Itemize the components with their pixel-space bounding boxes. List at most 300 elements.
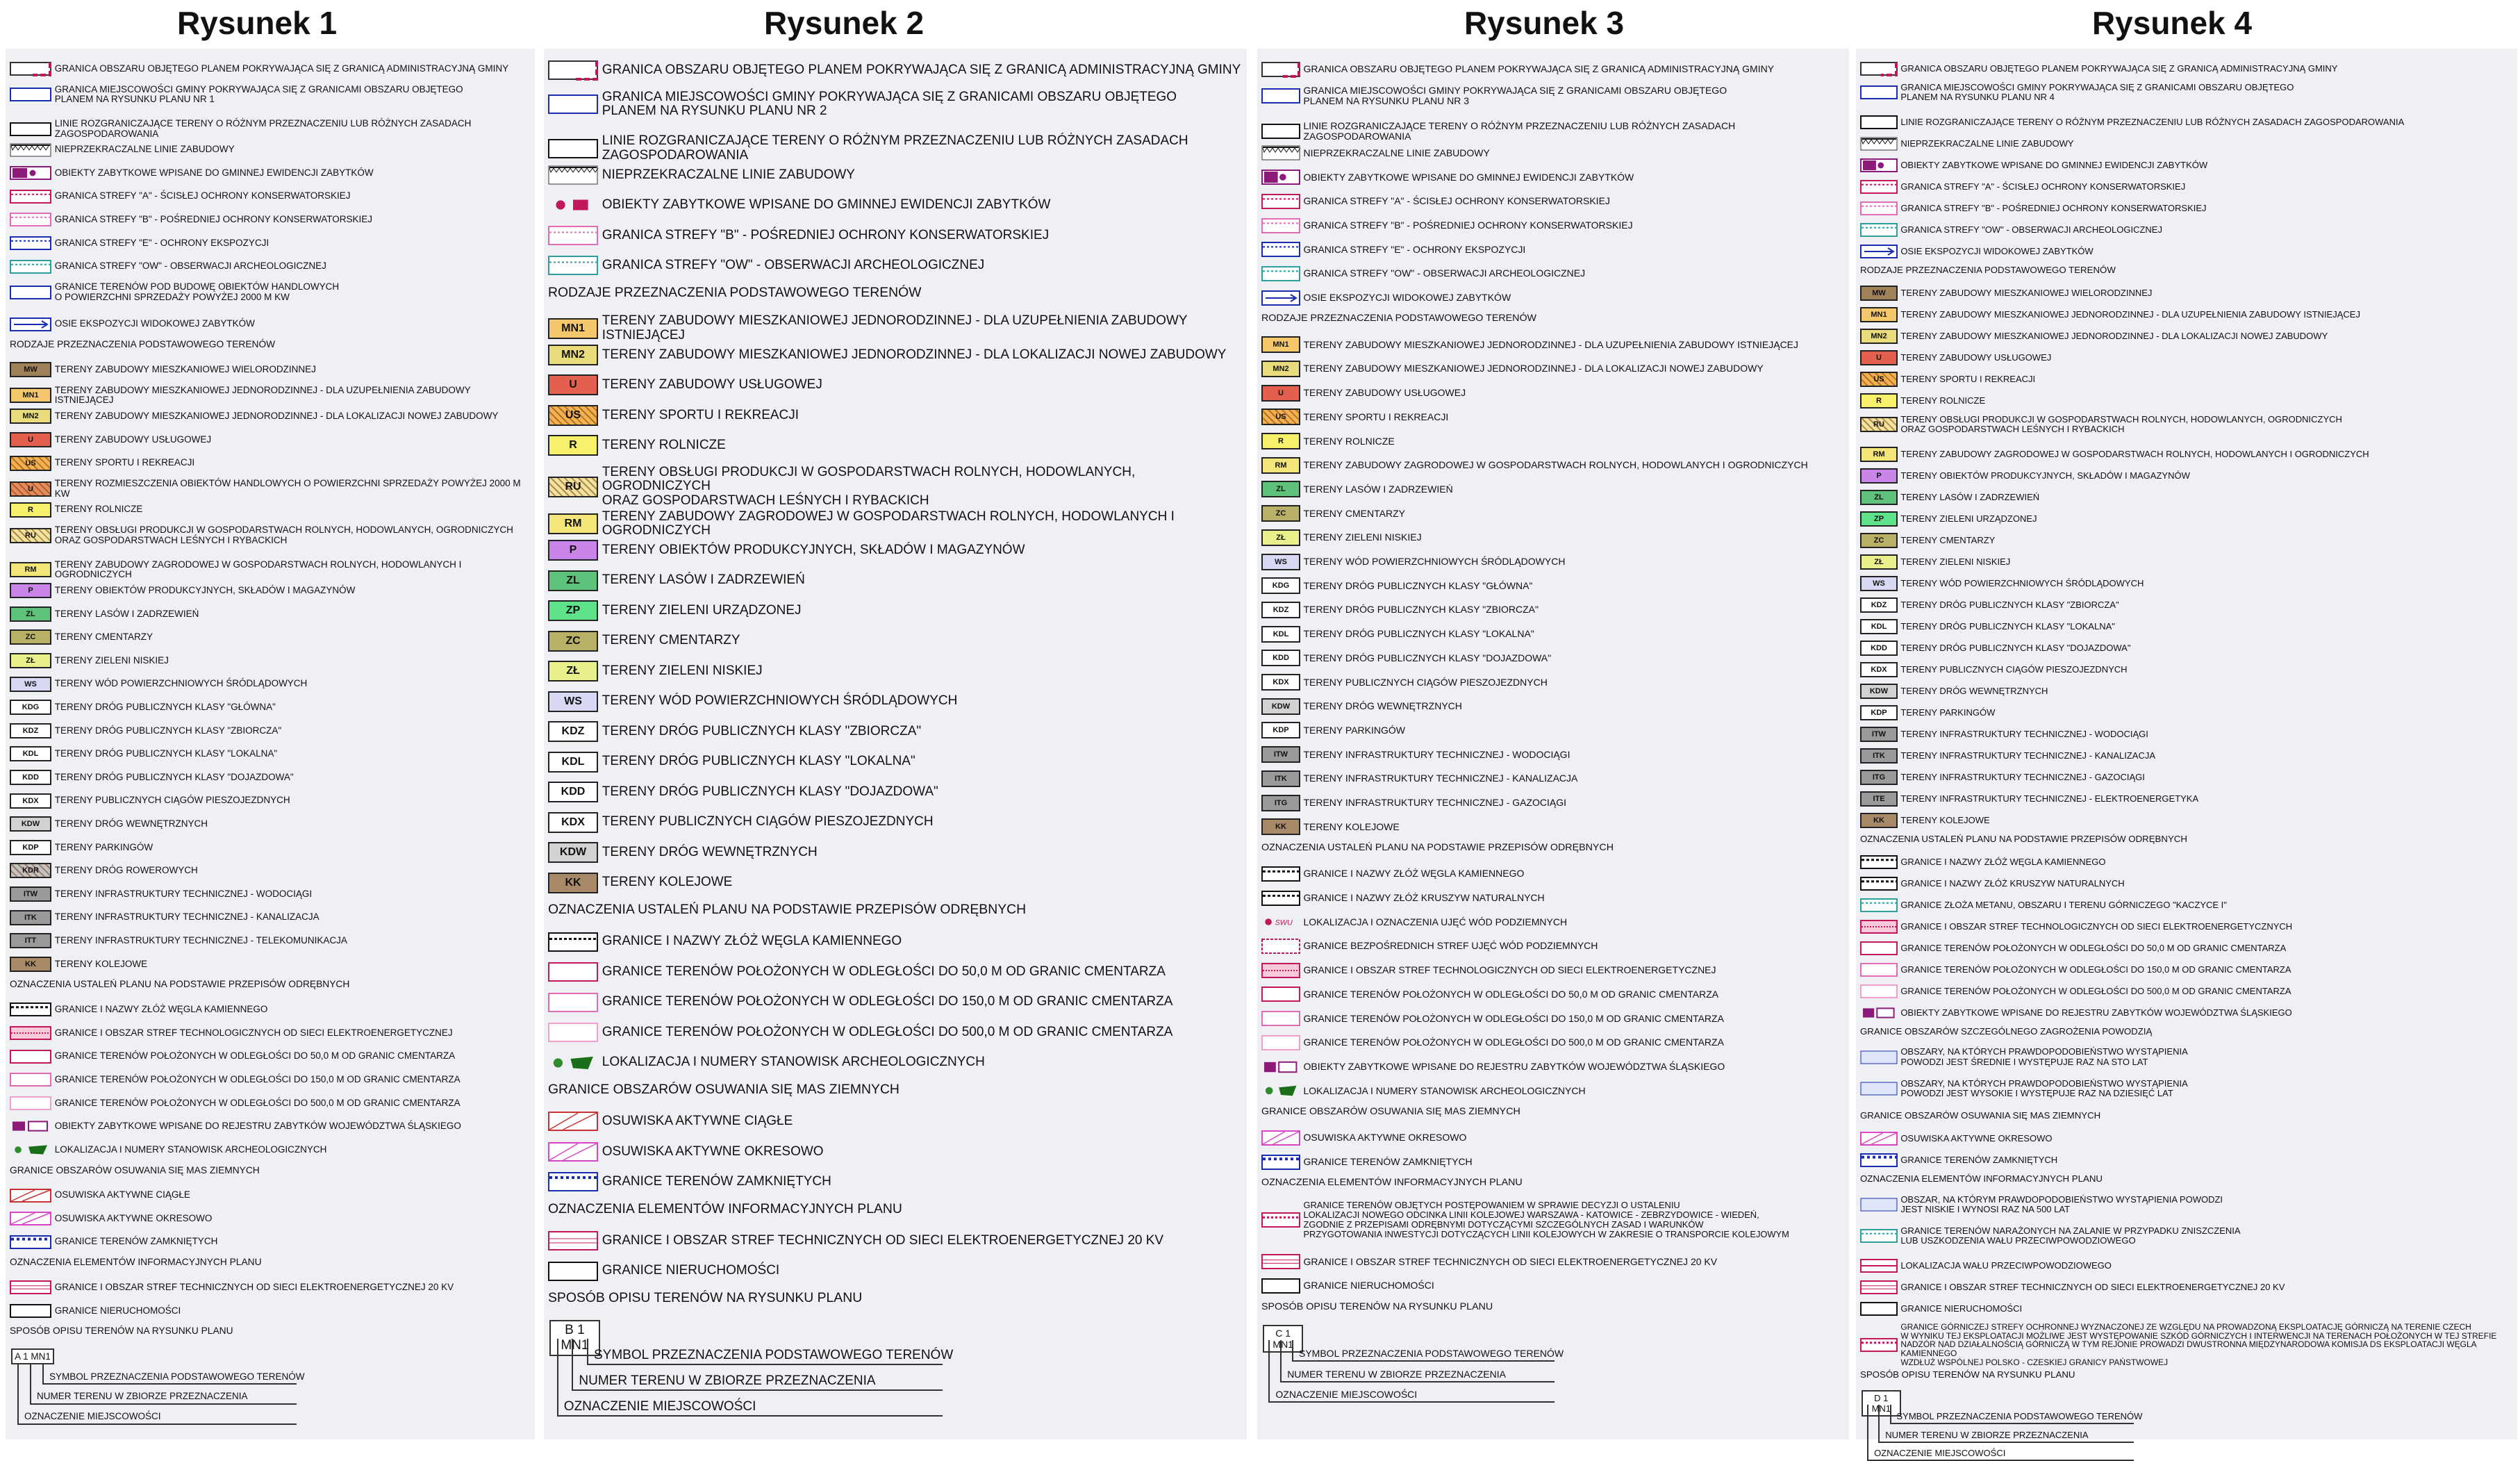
section-heading bbox=[1860, 265, 2513, 275]
land-use-legend-item bbox=[1860, 511, 2513, 527]
land-use-swatch: ZP bbox=[548, 600, 598, 621]
land-use-swatch: ZŁ bbox=[10, 653, 51, 668]
legend-label: GRANICA STREFY "B" - POŚREDNIEJ OCHRONY KONSERWATORSKIEJ bbox=[54, 214, 372, 225]
line-symbol-icon bbox=[1261, 290, 1300, 306]
line-symbol-icon bbox=[1860, 876, 1898, 891]
line-legend-item bbox=[548, 60, 1243, 81]
line-symbol-icon bbox=[10, 1072, 51, 1087]
land-use-legend-item bbox=[548, 752, 1243, 773]
legend-label: OBIEKTY ZABYTKOWE WPISANE DO GMINNEJ EWIDENCJI ZABYTKÓW bbox=[54, 167, 374, 178]
line-legend-item bbox=[1261, 866, 1845, 882]
legend-label: TERENY PARKINGÓW bbox=[1303, 724, 1405, 736]
line-legend-item bbox=[548, 1053, 1243, 1073]
land-use-legend-item bbox=[10, 408, 531, 424]
section-heading bbox=[548, 1082, 1243, 1097]
line-legend-item bbox=[1261, 1082, 1845, 1099]
line-legend-item bbox=[1261, 61, 1845, 78]
symbol-graphic bbox=[1261, 1130, 1300, 1146]
line-legend-item bbox=[10, 282, 531, 302]
line-legend-item bbox=[1261, 938, 1845, 955]
section-heading bbox=[1261, 843, 1845, 853]
land-use-swatch: KDW bbox=[1860, 684, 1898, 699]
symbol-graphic bbox=[10, 1142, 51, 1157]
land-use-swatch: RU bbox=[1860, 417, 1898, 432]
line-legend-item bbox=[548, 932, 1243, 952]
land-use-swatch: KDW bbox=[548, 842, 598, 863]
line-legend-item bbox=[1261, 1154, 1845, 1171]
symbol-graphic bbox=[1860, 1301, 1898, 1316]
legend-label: TERENY ZABUDOWY ZAGRODOWEJ W GOSPODARSTWACH ROLNYCH, HODOWLANYCH I OGRODNICZYCH bbox=[1900, 448, 2369, 459]
land-use-swatch: ZC bbox=[548, 631, 598, 652]
line-legend-item bbox=[1860, 898, 2513, 913]
line-legend-item bbox=[1860, 61, 2513, 76]
legend-label: TERENY DRÓG PUBLICZNYCH KLASY "DOJAZDOWA" bbox=[1900, 642, 2131, 653]
line-symbol-icon bbox=[10, 1188, 51, 1203]
land-use-legend-item bbox=[1261, 674, 1845, 691]
leader-tick bbox=[1867, 1405, 1868, 1460]
legend-label: TERENY PUBLICZNYCH CIĄGÓW PIESZOJEZDNYCH bbox=[1900, 663, 2128, 675]
line-symbol-icon bbox=[1261, 145, 1300, 161]
land-use-legend-item bbox=[1860, 748, 2513, 763]
land-use-legend-item bbox=[1860, 662, 2513, 677]
legend-label: GRANICA STREFY "A" - ŚCISŁEJ OCHRONY KONSERWATORSKIEJ bbox=[54, 190, 351, 201]
line-legend-item bbox=[10, 1049, 531, 1064]
symbol-graphic bbox=[1261, 265, 1300, 282]
land-use-swatch: R bbox=[1261, 433, 1300, 449]
symbol-graphic bbox=[1261, 1034, 1300, 1051]
leader-line bbox=[1890, 1423, 2134, 1424]
land-use-legend-item bbox=[1261, 602, 1845, 618]
legend-label: TERENY OBIEKTÓW PRODUKCYJNYCH, SKŁADÓW I MAGAZYNÓW bbox=[54, 584, 356, 595]
line-symbol-icon bbox=[1261, 61, 1300, 78]
land-use-swatch: RM bbox=[1261, 457, 1300, 474]
land-use-swatch: MN2 bbox=[548, 345, 598, 365]
line-legend-item bbox=[548, 1230, 1243, 1251]
legend-label: GRANICE BEZPOŚREDNICH STREF UJĘĆ WÓD PODZIEMNYCH bbox=[1303, 940, 1598, 952]
land-use-legend-item bbox=[1860, 554, 2513, 570]
line-symbol-icon bbox=[1860, 1081, 1898, 1096]
symbol-graphic bbox=[548, 932, 598, 952]
legend-label: TERENY ZABUDOWY MIESZKANIOWEJ JEDNORODZINNEJ - DLA UZUPEŁNIENIA ZABUDOWY ISTNIEJĄCEJ bbox=[1303, 338, 1799, 350]
line-symbol-icon bbox=[1261, 890, 1300, 907]
section-label: OZNACZENIA USTALEŃ PLANU NA PODSTAWIE PRZEPISÓW ODRĘBNYCH bbox=[1860, 833, 2187, 844]
line-legend-item bbox=[10, 1211, 531, 1226]
symbol-graphic bbox=[1261, 193, 1300, 210]
legend-label: GRANICE I OBSZAR STREF TECHNICZNYCH OD SIECI ELEKTROENERGETYCZNEJ 20 KV bbox=[54, 1281, 454, 1292]
land-use-swatch: ITG bbox=[1261, 795, 1300, 811]
legend-label: TERENY DRÓG WEWNĘTRZNYCH bbox=[1303, 700, 1462, 712]
section-heading bbox=[10, 1326, 531, 1337]
example-code-box: B 1 MN1 bbox=[549, 1320, 600, 1356]
legend-label: TERENY ROLNICZE bbox=[1900, 395, 1986, 406]
line-symbol-icon bbox=[1860, 179, 1898, 195]
line-legend-item bbox=[1261, 1010, 1845, 1027]
legend-label: TERENY OBIEKTÓW PRODUKCYJNYCH, SKŁADÓW I MAGAZYNÓW bbox=[602, 542, 1025, 557]
land-use-legend-item bbox=[10, 793, 531, 809]
legend-label: OSUWISKA AKTYWNE OKRESOWO bbox=[1900, 1133, 2053, 1144]
line-legend-item bbox=[1860, 1280, 2513, 1295]
land-use-swatch: ZŁ bbox=[1860, 554, 1898, 570]
symbol-graphic bbox=[10, 1002, 51, 1017]
land-use-legend-item bbox=[10, 700, 531, 715]
symbol-graphic bbox=[1261, 241, 1300, 258]
legend-column bbox=[1856, 49, 2517, 1459]
land-use-legend-item bbox=[10, 886, 531, 902]
land-use-legend-item bbox=[548, 435, 1243, 456]
line-legend-item bbox=[548, 165, 1243, 185]
line-symbol-icon bbox=[10, 259, 51, 274]
line-symbol-icon bbox=[10, 87, 51, 102]
legend-label: TERENY OBIEKTÓW PRODUKCYJNYCH, SKŁADÓW I MAGAZYNÓW bbox=[1900, 470, 2190, 481]
symbol-graphic bbox=[1860, 179, 1898, 195]
land-use-legend-item bbox=[10, 746, 531, 761]
symbol-graphic bbox=[548, 60, 598, 81]
land-use-swatch: US bbox=[1261, 408, 1300, 425]
legend-label: TERENY CMENTARZY bbox=[54, 632, 154, 643]
description-label: SYMBOL PRZEZNACZENIA PODSTAWOWEGO TERENÓW bbox=[594, 1348, 954, 1363]
land-use-swatch: KDL bbox=[1261, 626, 1300, 643]
line-symbol-icon bbox=[1860, 201, 1898, 216]
symbol-graphic bbox=[10, 1072, 51, 1087]
legend-label: GRANICE TERENÓW POŁOŻONYCH W ODLEGŁOŚCI DO 150,0 M OD GRANIC CMENTARZA bbox=[602, 994, 1173, 1009]
land-use-legend-item bbox=[1261, 770, 1845, 787]
land-use-legend-item bbox=[1860, 705, 2513, 720]
symbol-graphic bbox=[1860, 115, 1898, 130]
section-label: SPOSÓB OPISU TERENÓW NA RYSUNKU PLANU bbox=[1860, 1369, 2075, 1380]
legend-label: TERENY LASÓW I ZADRZEWIEŃ bbox=[1900, 491, 2040, 502]
line-symbol-icon bbox=[1261, 1212, 1300, 1228]
legend-label: TERENY DRÓG PUBLICZNYCH KLASY "LOKALNA" bbox=[602, 754, 915, 769]
symbol-graphic bbox=[1261, 61, 1300, 78]
land-use-legend-item bbox=[1860, 597, 2513, 613]
land-use-swatch: KDD bbox=[548, 782, 598, 802]
legend-label: GRANICE TERENÓW POŁOŻONYCH W ODLEGŁOŚCI DO 500,0 M OD GRANIC CMENTARZA bbox=[1303, 1037, 1724, 1048]
line-symbol-icon bbox=[10, 1280, 51, 1295]
land-use-swatch: MW bbox=[10, 362, 51, 377]
land-use-legend-item bbox=[10, 910, 531, 925]
land-use-swatch: U bbox=[1860, 350, 1898, 365]
land-use-swatch: MN2 bbox=[1860, 329, 1898, 344]
line-symbol-icon bbox=[10, 212, 51, 227]
symbol-graphic bbox=[548, 165, 598, 185]
symbol-graphic bbox=[10, 165, 51, 181]
line-symbol-icon bbox=[1261, 241, 1300, 258]
land-use-swatch: KDP bbox=[10, 840, 51, 855]
land-use-swatch: RU bbox=[548, 477, 598, 497]
line-symbol-icon bbox=[1860, 115, 1898, 130]
line-symbol-icon bbox=[1860, 984, 1898, 999]
line-legend-item bbox=[1860, 244, 2513, 259]
section-label: OZNACZENIA ELEMENTÓW INFORMACYJNYCH PLANU bbox=[10, 1257, 262, 1268]
symbol-graphic bbox=[1860, 1005, 1898, 1021]
symbol-graphic bbox=[1261, 866, 1300, 882]
leader-tick bbox=[587, 1339, 588, 1364]
symbol-graphic bbox=[1860, 855, 1898, 870]
land-use-swatch: KDZ bbox=[1860, 597, 1898, 613]
land-use-legend-item bbox=[1860, 533, 2513, 548]
symbol-graphic bbox=[1261, 1212, 1300, 1228]
line-symbol-icon bbox=[548, 1022, 598, 1043]
legend-label: TERENY OBSŁUGI PRODUKCJI W GOSPODARSTWACH ROLNYCH, HODOWLANYCH, OGRODNICZYCH ORAZ GOSPODARSTWACH LEŚNYCH I RYBACKICH bbox=[602, 464, 1136, 508]
description-label: OZNACZENIE MIEJSCOWOŚCI bbox=[563, 1399, 756, 1414]
line-legend-item bbox=[548, 90, 1243, 119]
section-heading bbox=[10, 1166, 531, 1176]
line-symbol-icon bbox=[1860, 61, 1898, 76]
land-use-swatch: U bbox=[10, 481, 51, 497]
section-label: OZNACZENIA USTALEŃ PLANU NA PODSTAWIE PRZEPISÓW ODRĘBNYCH bbox=[548, 902, 1027, 918]
description-label: OZNACZENIE MIEJSCOWOŚCI bbox=[1275, 1389, 1418, 1401]
line-legend-item bbox=[548, 1022, 1243, 1043]
land-use-swatch: ITG bbox=[1860, 770, 1898, 785]
line-symbol-icon bbox=[548, 1230, 598, 1251]
symbol-graphic bbox=[10, 189, 51, 204]
symbol-graphic bbox=[548, 1022, 598, 1043]
land-use-legend-item bbox=[1860, 684, 2513, 699]
legend-label: GRANICE NIERUCHOMOŚCI bbox=[1303, 1280, 1434, 1291]
line-legend-item bbox=[1261, 121, 1845, 142]
line-symbol-icon bbox=[10, 1235, 51, 1250]
land-use-swatch: KDX bbox=[10, 793, 51, 809]
legend-label: GRANICA OBSZARU OBJĘTEGO PLANEM POKRYWAJĄCA SIĘ Z GRANICĄ ADMINISTRACYJNĄ GMINY bbox=[1303, 63, 1775, 75]
legend-label: TERENY ZABUDOWY ZAGRODOWEJ W GOSPODARSTWACH ROLNYCH, HODOWLANYCH I OGRODNICZYCH bbox=[1303, 459, 1808, 471]
symbol-graphic bbox=[1261, 938, 1300, 955]
land-use-swatch: WS bbox=[1860, 576, 1898, 591]
line-symbol-icon bbox=[10, 1002, 51, 1017]
legend-label: GRANICE I OBSZAR STREF TECHNICZNYCH OD SIECI ELEKTROENERGETYCZNEJ 20 KV bbox=[602, 1232, 1164, 1248]
legend-label: GRANICE TERENÓW POŁOŻONYCH W ODLEGŁOŚCI DO 500,0 M OD GRANIC CMENTARZA bbox=[1900, 986, 2291, 997]
leader-tick bbox=[42, 1364, 44, 1384]
legend-label: TERENY WÓD POWIERZCHNIOWYCH ŚRÓDLĄDOWYCH bbox=[54, 678, 308, 689]
land-use-legend-item bbox=[1860, 813, 2513, 828]
legend-label: OSUWISKA AKTYWNE CIĄGŁE bbox=[602, 1114, 793, 1129]
symbol-graphic bbox=[548, 1053, 598, 1073]
land-use-legend-item bbox=[1261, 336, 1845, 353]
land-use-swatch: R bbox=[548, 435, 598, 456]
symbol-graphic bbox=[10, 1303, 51, 1319]
line-legend-item bbox=[1261, 265, 1845, 282]
line-symbol-icon bbox=[10, 1303, 51, 1319]
line-legend-item bbox=[1860, 1005, 2513, 1021]
line-symbol-icon bbox=[1860, 1153, 1898, 1168]
legend-label: TERENY KOLEJOWE bbox=[602, 875, 733, 890]
line-legend-item bbox=[1261, 1059, 1845, 1075]
line-symbol-icon bbox=[1860, 919, 1898, 934]
description-label: SYMBOL PRZEZNACZENIA PODSTAWOWEGO TERENÓW bbox=[1896, 1411, 2143, 1422]
legend-label: LINIE ROZGRANICZAJĄCE TERENY O RÓŻNYM PRZEZNACZENIU LUB RÓŻNYCH ZASADACH ZAGOSPODAROWANIA bbox=[1303, 119, 1736, 142]
legend-label: OSIE EKSPOZYCJI WIDOKOWEJ ZABYTKÓW bbox=[54, 318, 255, 329]
symbol-graphic bbox=[1261, 1059, 1300, 1075]
land-use-legend-item bbox=[548, 510, 1243, 538]
section-label: GRANICE OBSZARÓW SZCZEGÓLNEGO ZAGROŻENIA POWODZIĄ bbox=[1860, 1026, 2153, 1037]
section-heading bbox=[548, 1202, 1243, 1216]
line-legend-item bbox=[548, 961, 1243, 982]
leader-line bbox=[587, 1364, 943, 1365]
line-legend-item bbox=[1261, 241, 1845, 258]
symbol-graphic bbox=[10, 61, 51, 76]
symbol-graphic bbox=[1261, 1278, 1300, 1294]
line-legend-item bbox=[1860, 1323, 2513, 1368]
leader-tick bbox=[1280, 1340, 1282, 1381]
symbol-graphic bbox=[548, 1171, 598, 1192]
land-use-swatch: KDZ bbox=[10, 723, 51, 738]
line-symbol-icon bbox=[1860, 898, 1898, 913]
land-use-legend-item bbox=[548, 873, 1243, 893]
land-use-swatch: ZL bbox=[1261, 481, 1300, 497]
legend-label: GRANICE I NAZWY ZŁÓŻ KRUSZYW NATURALNYCH bbox=[1900, 878, 2125, 889]
symbol-graphic bbox=[548, 225, 598, 246]
land-use-swatch: KDG bbox=[10, 700, 51, 715]
land-use-legend-item bbox=[10, 386, 531, 406]
line-legend-item bbox=[1261, 85, 1845, 106]
legend-label: TERENY DRÓG PUBLICZNYCH KLASY "GŁÓWNA" bbox=[1303, 579, 1533, 591]
symbol-graphic bbox=[10, 1211, 51, 1226]
line-symbol-icon bbox=[1261, 123, 1300, 140]
line-legend-item bbox=[1860, 876, 2513, 891]
legend-label: GRANICE TERENÓW POŁOŻONYCH W ODLEGŁOŚCI DO 50,0 M OD GRANIC CMENTARZA bbox=[1900, 943, 2287, 954]
land-use-legend-item bbox=[548, 782, 1243, 802]
legend-label: GRANICA STREFY "A" - ŚCISŁEJ OCHRONY KONSERWATORSKIEJ bbox=[1303, 195, 1610, 207]
land-use-legend-item bbox=[1261, 457, 1845, 474]
symbol-graphic bbox=[1860, 876, 1898, 891]
land-use-swatch: U bbox=[10, 432, 51, 447]
leader-tick bbox=[1878, 1405, 1880, 1442]
land-use-swatch: KK bbox=[10, 957, 51, 972]
land-use-swatch: MN2 bbox=[10, 408, 51, 424]
land-use-legend-item bbox=[1860, 415, 2513, 434]
line-symbol-icon bbox=[548, 1141, 598, 1162]
line-symbol-icon bbox=[1860, 1258, 1898, 1273]
line-symbol-icon bbox=[548, 932, 598, 952]
legend-label: TERENY INFRASTRUKTURY TECHNICZNEJ - ELEKTROENERGETYKA bbox=[1900, 793, 2199, 804]
leader-tick bbox=[17, 1364, 19, 1423]
legend-label: TERENY ZIELENI NISKIEJ bbox=[54, 654, 169, 666]
line-legend-item bbox=[1261, 962, 1845, 979]
land-use-legend-item bbox=[548, 465, 1243, 509]
legend-label: NIEPRZEKRACZALNE LINIE ZABUDOWY bbox=[1900, 138, 2074, 149]
land-use-legend-item bbox=[1860, 490, 2513, 505]
land-use-swatch: KDX bbox=[1261, 674, 1300, 691]
land-use-swatch: ITT bbox=[10, 933, 51, 948]
legend-label: GRANICE TERENÓW POŁOŻONYCH W ODLEGŁOŚCI DO 150,0 M OD GRANIC CMENTARZA bbox=[54, 1073, 461, 1084]
description-label: OZNACZENIE MIEJSCOWOŚCI bbox=[24, 1411, 161, 1422]
line-symbol-icon bbox=[1261, 1010, 1300, 1027]
land-use-swatch: R bbox=[1860, 393, 1898, 408]
section-label: OZNACZENIA ELEMENTÓW INFORMACYJNYCH PLANU bbox=[548, 1200, 902, 1216]
line-symbol-icon bbox=[1860, 1337, 1898, 1353]
symbol-graphic bbox=[548, 1111, 598, 1132]
figure-title: Rysunek 4 bbox=[2091, 5, 2253, 41]
legend-label: GRANICA STREFY "B" - POŚREDNIEJ OCHRONY KONSERWATORSKIEJ bbox=[1303, 219, 1633, 231]
symbol-graphic bbox=[1860, 201, 1898, 216]
legend-label: GRANICA OBSZARU OBJĘTEGO PLANEM POKRYWAJĄCA SIĘ Z GRANICĄ ADMINISTRACYJNĄ GMINY bbox=[54, 63, 509, 74]
land-use-swatch: ZŁ bbox=[548, 661, 598, 682]
line-legend-item bbox=[10, 1188, 531, 1203]
land-use-legend-item bbox=[548, 691, 1243, 712]
line-legend-item bbox=[10, 85, 531, 105]
land-use-legend-item bbox=[10, 479, 531, 499]
land-use-swatch: ITK bbox=[1261, 770, 1300, 787]
line-legend-item bbox=[548, 1111, 1243, 1132]
legend-label: TERENY INFRASTRUKTURY TECHNICZNEJ - GAZOCIĄGI bbox=[1303, 797, 1567, 808]
legend-label: GRANICA STREFY "B" - POŚREDNIEJ OCHRONY KONSERWATORSKIEJ bbox=[1900, 202, 2207, 213]
section-heading bbox=[10, 1257, 531, 1268]
legend-label: TERENY ZIELENI URZĄDZONEJ bbox=[1900, 513, 2037, 524]
legend-label: TERENY ZABUDOWY USŁUGOWEJ bbox=[1900, 352, 2052, 363]
land-use-legend-item bbox=[10, 933, 531, 948]
symbol-graphic bbox=[548, 1230, 598, 1251]
line-symbol-icon bbox=[1261, 1278, 1300, 1294]
line-symbol-icon bbox=[1261, 986, 1300, 1002]
section-heading bbox=[10, 340, 531, 350]
legend-label: GRANICA MIEJSCOWOŚCI GMINY POKRYWAJĄCA SIĘ Z GRANICAMI OBSZARU OBJĘTEGO PLANEM NA RYSUNKU PLANU NR 1 bbox=[54, 83, 463, 105]
symbol-graphic bbox=[10, 236, 51, 251]
line-symbol-icon bbox=[1261, 1059, 1300, 1075]
land-use-swatch: KDZ bbox=[548, 721, 598, 742]
land-use-swatch: WS bbox=[10, 677, 51, 692]
land-use-swatch: US bbox=[10, 456, 51, 471]
line-symbol-icon bbox=[1860, 941, 1898, 956]
legend-label: TERENY WÓD POWIERZCHNIOWYCH ŚRÓDLĄDOWYCH bbox=[1900, 577, 2144, 588]
section-heading bbox=[548, 286, 1243, 300]
legend-label: NIEPRZEKRACZALNE LINIE ZABUDOWY bbox=[602, 167, 855, 182]
land-use-legend-item bbox=[1860, 393, 2513, 408]
symbol-graphic bbox=[10, 317, 51, 332]
legend-label: NIEPRZEKRACZALNE LINIE ZABUDOWY bbox=[54, 144, 235, 155]
land-use-swatch: ZC bbox=[10, 629, 51, 645]
line-symbol-icon bbox=[1860, 158, 1898, 173]
land-use-swatch: KDG bbox=[1261, 577, 1300, 594]
leader-tick bbox=[1292, 1340, 1293, 1360]
legend-label: LINIE ROZGRANICZAJĄCE TERENY O RÓŻNYM PRZEZNACZENIU LUB RÓŻNYCH ZASADACH ZAGOSPODAROWANIA bbox=[602, 133, 1188, 163]
land-use-legend-item bbox=[1261, 795, 1845, 811]
line-symbol-icon bbox=[1261, 962, 1300, 979]
legend-label: TERENY ZABUDOWY ZAGRODOWEJ W GOSPODARSTWACH ROLNYCH, HODOWLANYCH I OGRODNICZYCH bbox=[54, 559, 462, 580]
line-symbol-icon bbox=[10, 165, 51, 181]
legend-label: TERENY DRÓG PUBLICZNYCH KLASY "GŁÓWNA" bbox=[54, 701, 276, 712]
land-use-legend-item bbox=[1860, 641, 2513, 656]
section-label: RODZAJE PRZEZNACZENIA PODSTAWOWEGO TERENÓW bbox=[1860, 264, 2116, 275]
symbol-graphic bbox=[1261, 1010, 1300, 1027]
section-heading bbox=[1261, 1107, 1845, 1117]
symbol-graphic bbox=[10, 1096, 51, 1111]
land-use-legend-item bbox=[1261, 722, 1845, 738]
line-legend-item bbox=[1261, 1278, 1845, 1294]
land-use-legend-item bbox=[548, 600, 1243, 621]
line-legend-item bbox=[1860, 1131, 2513, 1146]
legend-label: OBIEKTY ZABYTKOWE WPISANE DO GMINNEJ EWIDENCJI ZABYTKÓW bbox=[602, 197, 1051, 213]
legend-label: GRANICA STREFY "E" - OCHRONY EKSPOZYCJI bbox=[54, 237, 270, 248]
legend-label: TERENY ZABUDOWY MIESZKANIOWEJ JEDNORODZINNEJ - DLA UZUPEŁNIENIA ZABUDOWY ISTNIEJĄCEJ bbox=[1900, 309, 2360, 320]
legend-label: GRANICA MIEJSCOWOŚCI GMINY POKRYWAJĄCA SIĘ Z GRANICAMI OBSZARU OBJĘTEGO PLANEM NA RYSUNKU PLANU NR 3 bbox=[1303, 84, 1727, 106]
land-use-legend-item bbox=[10, 653, 531, 668]
symbol-graphic bbox=[1261, 986, 1300, 1002]
legend-label: TERENY CMENTARZY bbox=[1900, 534, 1996, 545]
leader-line bbox=[1268, 1401, 1555, 1403]
land-use-swatch: P bbox=[1860, 468, 1898, 484]
land-use-swatch: P bbox=[10, 583, 51, 598]
symbol-graphic bbox=[1860, 244, 1898, 259]
line-legend-item bbox=[548, 255, 1243, 276]
land-use-swatch: MN2 bbox=[1261, 361, 1300, 377]
legend-label: TERENY DRÓG PUBLICZNYCH KLASY "LOKALNA" bbox=[1900, 620, 2115, 632]
line-legend-item bbox=[1261, 1200, 1845, 1239]
leader-line bbox=[42, 1383, 297, 1385]
line-legend-item bbox=[548, 195, 1243, 215]
line-symbol-icon bbox=[1860, 222, 1898, 238]
symbol-graphic bbox=[1860, 136, 1898, 151]
line-symbol-icon bbox=[548, 165, 598, 185]
symbol-graphic bbox=[1860, 1050, 1898, 1065]
